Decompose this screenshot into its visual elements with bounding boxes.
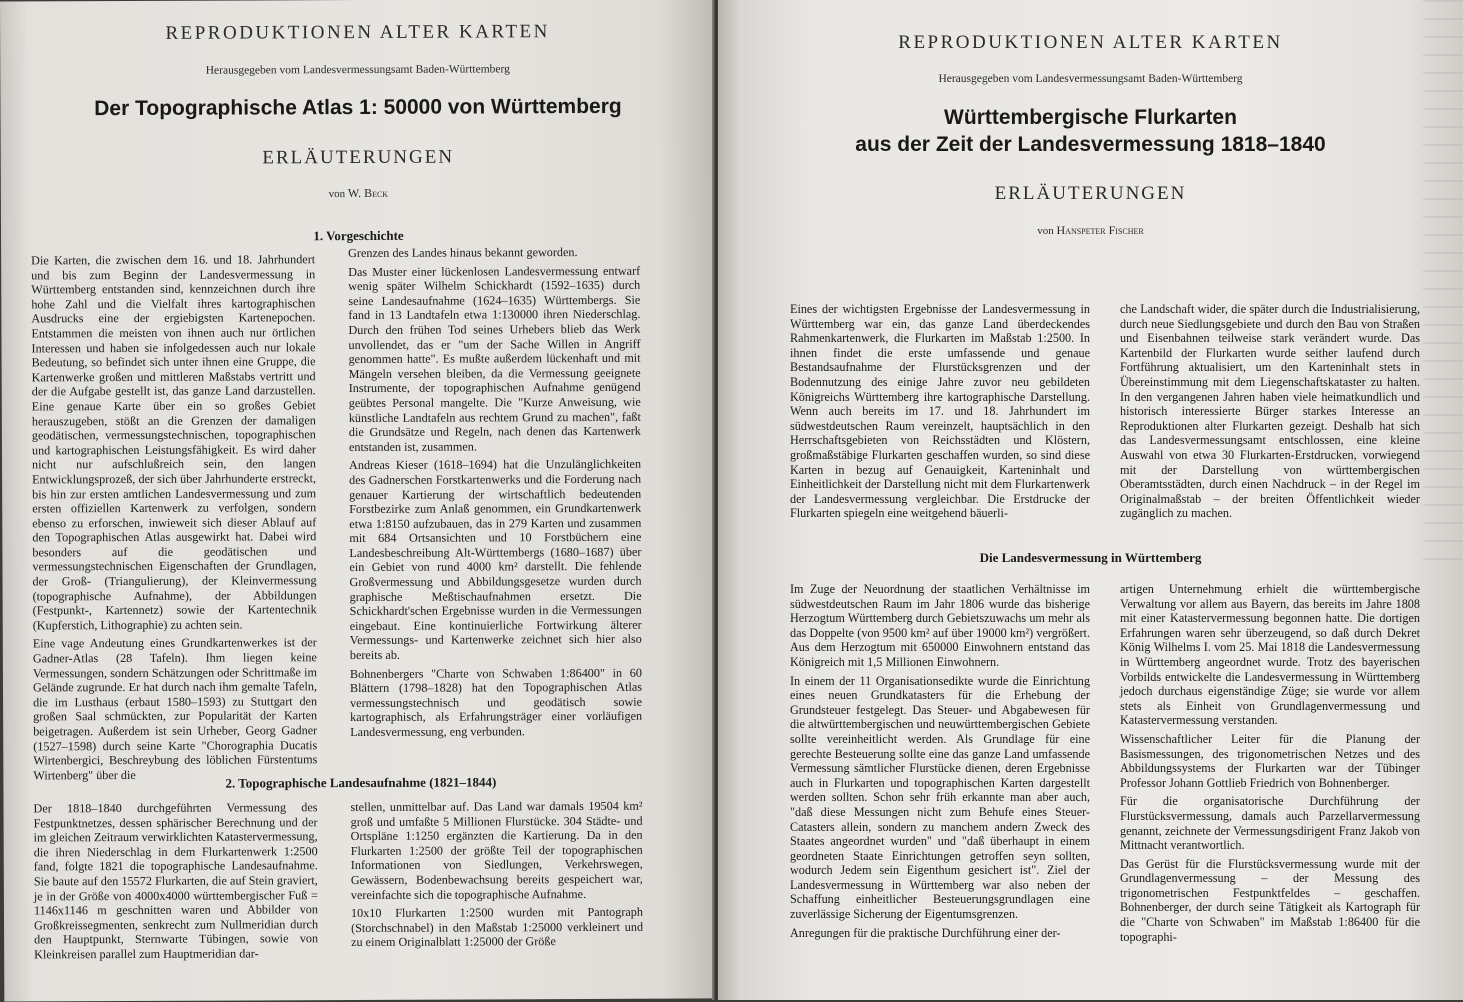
paragraph: Wissenschaftlicher Leiter für die Planung der Basismessungen, des trigonometrischen Netzes und des Abbildungssystems der Flurkarten war der Tübinger Professor Johann Gottlieb Friedrich von Bohnenberger. <box>1120 731 1420 790</box>
paragraph: 10x10 Flurkarten 1:2500 wurden mit Pantograph (Storchschnabel) in den Maßstab 1:25000 verkleinert und zu einem Originalblatt 1:25000 der Größe <box>350 904 644 950</box>
document-title: Der Topographische Atlas 1: 50000 von Württemberg <box>94 94 622 121</box>
paragraph: Anregungen für die praktische Durchführung einer der- <box>790 925 1061 940</box>
paragraph: artigen Unternehmung erhielt die württembergische Verwaltung vor allem aus Bayern, das bereits im Jahre 1808 mit einer Katastervermessung begonnen hatte. Die dortigen Erfahrungen waren sehr überzeugend, so daß durch Dekret König Wilhelms I. vom 25. Mai 1818 die Landesvermessung in Württemberg angeordnet wurde. Trotz des bayerischen Vorbilds entwickelte die Landesvermessung in Württemberg jedoch durchaus eigenständige Züge; sie wurde vor allem stets als Einheit von Grundlagenvermessung und Katastervermessung verstanden. <box>1120 582 1420 728</box>
paragraph: Für die organisatorische Durchführung der Flurstücksvermessung, damals auch Parzellarvermessung genannt, zeichnete der Vermessungsdirigent Franz Jakob von Mittnacht verantwortlich. <box>1120 794 1420 853</box>
document-title-line-1: Württembergische Flurkarten <box>944 106 1237 129</box>
document-title-line-2: aus der Zeit der Landesvermessung 1818–1840 <box>855 133 1326 156</box>
author-prefix: von <box>1037 225 1054 237</box>
text-column <box>790 302 1090 532</box>
paragraph: Im Zuge der Neuordnung der staatlichen Verhältnisse im südwestdeutschen Raum im Jahr 1806 wurde das bisherige Herzogtum Württemberg durch Gebietszuwachs um mehr als das Doppelte (von 9500 km² auf über 19000 km²) vergrößert. Aus dem Herzogtum mit 650000 Einwohnern entstand das Königreich mit 1,5 Millionen Einwohnern. <box>790 582 1090 669</box>
paragraph: Andreas Kieser (1618–1694) hat die Unzulänglichkeiten des Gadnerschen Forstkartenwerks und die Forderung nach genauer Kartierung der wirtschaftlich bedeutenden Forstbezirke zum Anlaß genommen, ein Grundkartenwerk etwa 1:8150 aufzubauen, das in 279 Karten und zusammen mit 684 Ortsansichten und 10 Forstbüchern eine Landesbeschreibung Alt-Württembergs (1680–1687) über ein Gebiet von rund 4000 km² darstellt. Die fehlende Großvermessung und Abbildungsgesetze wurden durch graphische Meßtischaufnahmen ersetzt. Die Schickhardt'schen Ergebnisse wurden in die Vermessungen eingebaut. Eine kontinuierliche Fortwirkung älterer Vermessungs- und Kartenwerke zeichnet sich hier also bereits ab. <box>348 457 642 663</box>
text-column <box>350 799 643 1000</box>
paragraph: Das Gerüst für die Flurstücksvermessung wurde mit der Grundlagenvermessung – der Messung des trigonometrischen Festpunktfeldes – geschaffen. Bohnenberger, der durch seine Tätigkeit als Kartograph für die "Charte von Schwaben" im Maßstab 1:86400 für die topographi- <box>1120 856 1420 944</box>
paragraph: Die Karten, die zwischen dem 16. und 18. Jahrhundert und bis zum Beginn der Landesvermessung in Württemberg entstanden sind, kennzeichnen durch ihre hohe Zahl und die Vielfalt ihres kartographischen Ausdrucks eine der ergiebigsten Kartenepochen. Entstammen die meisten von ihnen auch nur örtlichen Interessen und haben sie infolgedessen auch nur lokale Bedeutung, so befindet sich unter ihnen eine Gruppe, die Kartenwerke großen und mittleren Maßstabs vertritt und der die Aufgabe gestellt ist, das ganze Land darzustellen. Eine genaue Karte über ein so großes Gebiet herauszugeben, stößt an die Grenzen der damaligen geodätischen, vermessungstechnischen, topographischen und kartographischen Leistungsfähigkeit. Es wird daher nicht nur aufschlußreich sein, den langen Entwicklungsprozeß, der sich über Jahrhunderte erstreckt, bis hin zur ersten amtlichen Landesvermessung und zum ersten offiziellen Kartenwerk zu verfolgen, sondern ebenso zu erforschen, inwieweit sich dieser Ablauf auf den Topographischen Atlas ausgewirkt hat. Dabei wird besonders auf die geodätischen und vermessungstechnischen Eigenschaften der Grundlagen, der Groß- (Triangulierung), der Kleinvermessung (topographische Aufnahme), der Abbildungen (Festpunkt-, Kartennetz) sowie der Kartentechnik (Kupferstich, Lithographie) zu achten sein. <box>31 252 317 633</box>
text-column <box>31 252 318 783</box>
text-column <box>1120 582 1420 1000</box>
paragraph: Das Muster einer lückenlosen Landesvermessung entwarf wenig später Wilhelm Schickhardt (1592–1635) durch seine Landesaufnahme (1624–1635) Württembergs. Sie fand in 13 Landtafeln etwa 1:130000 ihren Niederschlag. Durch den frühen Tod seines Urhebers blieb das Werk unvollendet, das er "um der Sache Willen in Angriff genommen hatte". Es mußte außerdem lückenhaft und mit Mängeln versehen bleiben, da die Vermessung geeignete Instrumente, der topographischen Aufnahme genügend geübtes Personal mangelte. Die "Kurze Anweisung, wie künstliche Landtafeln aus rechtem Grund zu machen", faßt die Grundsätze und Regeln, nach denen das Kartenwerk entstanden ist, zusammen. <box>348 263 641 454</box>
document-subtitle: ERLÄUTERUNGEN <box>262 146 455 169</box>
author-line <box>718 223 1463 238</box>
left-page <box>0 0 719 1002</box>
publisher-line: Herausgegeben vom Landesvermessungsamt Baden-Württemberg <box>938 73 1243 85</box>
series-title: REPRODUKTIONEN ALTER KARTEN <box>165 21 550 44</box>
author-prefix: von <box>328 188 346 201</box>
paragraph: In einem der 11 Organisationsedikte wurde die Einrichtung eines neuen Grundkatasters für die Erhebung der Grundsteuer festgelegt. Das Steuer- und Abgabewesen für die altwürttembergischen und neuwürttembergischen Gebiete sollte vereinheitlicht werden. Als Grundlage für eine gerechte Besteuerung sollte eine das ganze Land umfassende Vermessung sämtlicher Flurstücke dienen, deren Ergebnisse auch in Flurkarten und topographischen Karten dargestellt werden sollten. Schon sehr früh erkannte man aber auch, "daß diese Messungen nicht zum Behufe eines Steuer-Catasters allein, sondern zu manchem andern Zweck des Staates angeordnet wurden" und "daß überhaupt in einem geordneten Staate Einrichtungen getroffen seyn sollten, wodurch Jedem sein Eigenthum gesichert ist". Ziel der Landesvermessung in Württemberg war also neben der Schaffung einheitlicher Besteuerungsgrundlagen eine zuverlässige Sicherung der Eigentumsgrenzen. <box>790 673 1090 922</box>
section-heading-landesaufnahme: 2. Topographische Landesaufnahme (1821–1844) <box>225 774 497 791</box>
paragraph: Eines der wichtigsten Ergebnisse der Landesvermessung in Württemberg war ein, das ganze Land überdeckendes Rahmenkartenwerk, die Flurkarten im Maßstab 1:2500. In ihnen findet die erste umfassende und genaue Bestandsaufnahme der Flurstücksgrenzen und der Bodennutzung des einige Jahre zuvor neu gebildeten Königreichs Württemberg ihre kartographische Darstellung. Wenn auch bereits im 17. und 18. Jahrhundert im südwestdeutschen Raum vereinzelt, hauptsächlich in den Herrschaftsgebieten von Reichsstädten und Klöstern, großmaßstäbige Flurkarten geschaffen wurden, so sind diese Karten in bezug auf Genauigkeit, Karteninhalt und Einheitlichkeit der Darstellung nicht mit dem Flurkartenwerk der Landesvermessung vergleichbar. Die Erstdrucke der Flurkarten spiegeln eine weitgehend bäuerli- <box>790 302 1090 521</box>
text-column <box>33 800 318 1001</box>
document-subtitle: ERLÄUTERUNGEN <box>994 183 1187 204</box>
text-column <box>348 245 642 746</box>
series-title: REPRODUKTIONEN ALTER KARTEN <box>898 32 1283 53</box>
right-page <box>718 0 1463 1000</box>
paragraph: che Landschaft wider, die später durch die Industrialisierung, durch neue Siedlungsgebiete und durch den Bau von Straßen und Eisenbahnen teilweise stark verändert wurde. Das Kartenbild der Flurkarten wurde seither laufend durch Fortführung aktualisiert, um den Karteninhalt stets in Übereinstimmung mit dem Liegenschaftskataster zu halten. In den vergangenen Jahren haben viele heimatkundlich und historisch interessierte Bürger starkes Interesse an Reproduktionen alter Flurkarten gezeigt. Deshalb hat sich das Landesvermessungsamt entschlossen, eine kleine Auswahl von etwa 30 Flurkarten-Erstdrucken, vorwiegend mit der Darstellung von württembergischen Oberamtsstädten, durch einen Nachdruck – in der Regel im Originalmaßstab – der breiten Öffentlichkeit wieder zugänglich zu machen. <box>1120 302 1420 521</box>
paragraph: stellen, unmittelbar auf. Das Land war damals 19504 km² groß und umfaßte 5 Millionen Flurstücke. 304 Städte- und Ortspläne 1:1250 ergänzten die Kartierung. Da in den Flurkarten 1:2500 der größte Teil der topographischen Informationen von Siedlungen, Verkehrswegen, Gewässern, Bodenbewachsung bereits gespeichert war, vereinfachte sich die topographische Aufnahme. <box>350 798 643 902</box>
section-heading-landesvermessung: Die Landesvermessung in Württemberg <box>979 550 1202 565</box>
paragraph: Bohnenbergers "Charte von Schwaben 1:86400" in 60 Blättern (1798–1828) hat den Topographischen Atlas vermessungstechnisch und geodätisch sowie kartographisch, als Erfahrungsträger einer vorläufigen Landesvermessung, eng verbunden. <box>349 665 643 740</box>
paragraph: Eine vage Andeutung eines Grundkartenwerkes ist der Gadner-Atlas (28 Tafeln). Ihm liegen keine Vermessungen, sondern Schätzungen oder Schrittmaße im Gelände zugrunde. Er hat durch nach ihm gemalte Tafeln, die im Lusthaus (erbaut 1580–1593) zu Stuttgart den großen Saal schmückten, zur Popularität der Karten beigetragen. Außerdem ist sein Urheber, Georg Gadner (1527–1598) durch seine Karte "Chorographia Ducatis Wirtenbergici, Beschreybung des löblichen Fürstentums Wirtenberg" über die <box>32 635 318 783</box>
author-line <box>1 184 716 202</box>
text-column <box>790 582 1090 1000</box>
text-column <box>1120 302 1420 532</box>
author-name: W. Beck <box>347 185 389 201</box>
paragraph: Grenzen des Landes hinaus bekannt geworden. <box>348 245 578 261</box>
section-heading-vorgeschichte: 1. Vorgeschichte <box>313 227 404 244</box>
publisher-line: Herausgegeben vom Landesvermessungsamt Baden-Württemberg <box>205 63 510 77</box>
author-name: Hanspeter Fischer <box>1056 223 1144 237</box>
paragraph: Der 1818–1840 durchgeführten Vermessung des Festpunktnetzes, dessen sphärischer Berechnung und der im gleichen Zeitraum verwirklichten Katastervermessung, die ihren Niederschlag in dem Flurkartenwerk 1:2500 fand, folgte 1821 die topographische Landesaufnahme. Sie baute auf den 15572 Flurkarten, die auf Stein graviert, je in der Größe von 4000x4000 württembergischer Fuß = 1146x1146 m geschnitten waren und Abbilder von Großkreissegmenten, senkrecht zum Nullmeridian durch den Hauptpunkt, Sternwarte Tübingen, sowie von Kleinkreisen parallel zum Hauptmeridian dar- <box>33 800 319 962</box>
